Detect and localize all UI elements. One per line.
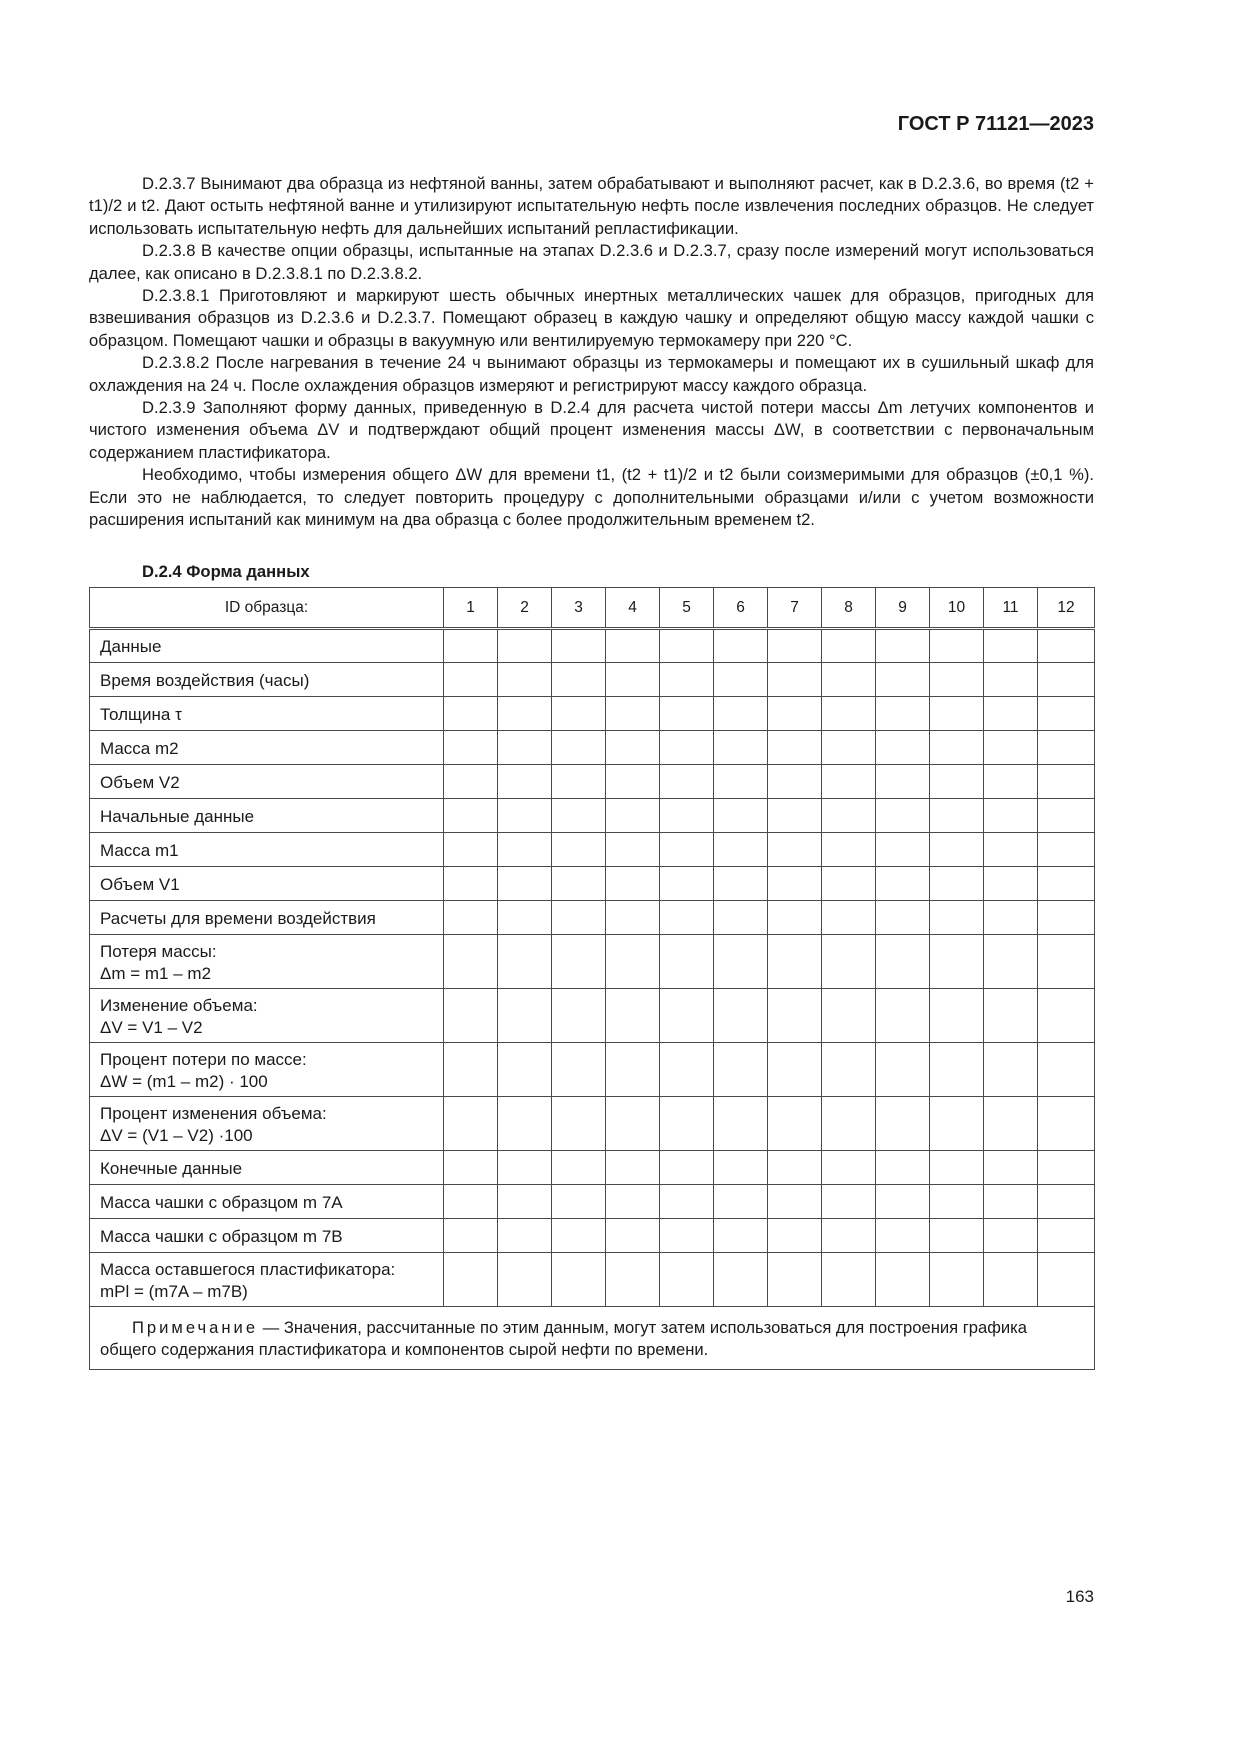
- data-cell[interactable]: [822, 1253, 876, 1307]
- data-cell[interactable]: [552, 697, 606, 731]
- row-label-cell: [90, 1097, 444, 1151]
- data-cell[interactable]: [498, 799, 552, 833]
- table-row: [90, 697, 1095, 731]
- data-cell[interactable]: [930, 1097, 984, 1151]
- data-cell[interactable]: [660, 1219, 714, 1253]
- data-cell[interactable]: [1038, 989, 1095, 1043]
- column-header: 8: [822, 588, 876, 629]
- row-label: Масса чашки с образцом m 7B: [100, 1226, 343, 1246]
- data-cell[interactable]: [444, 1219, 498, 1253]
- data-cell[interactable]: [768, 1219, 822, 1253]
- row-label-cell: [90, 1253, 444, 1307]
- data-cell[interactable]: [660, 1043, 714, 1097]
- paragraph: D.2.3.9 Заполняют форму данных, приведенную в D.2.4 для расчета чистой потери массы Δm летучих компонентов и чистого изменения объема ΔV и подтверждают общий процент изменения массы ΔW, в соответствии с первоначальным содержанием пластификатора.: [89, 398, 1094, 462]
- data-cell[interactable]: [1038, 867, 1095, 901]
- column-header: 12: [1038, 588, 1095, 629]
- data-cell[interactable]: [930, 989, 984, 1043]
- data-cell[interactable]: [444, 697, 498, 731]
- data-cell[interactable]: [660, 935, 714, 989]
- row-formula: ΔV = V1 – V2: [100, 1017, 203, 1037]
- data-cell[interactable]: [552, 731, 606, 765]
- data-cell[interactable]: [606, 663, 660, 697]
- data-cell[interactable]: [660, 765, 714, 799]
- data-cell[interactable]: [768, 1151, 822, 1185]
- data-cell[interactable]: [984, 1219, 1038, 1253]
- data-cell[interactable]: [768, 1043, 822, 1097]
- data-cell[interactable]: [498, 901, 552, 935]
- table-row: [90, 901, 1095, 935]
- data-cell[interactable]: [930, 1219, 984, 1253]
- data-cell[interactable]: [444, 1151, 498, 1185]
- data-cell[interactable]: [714, 1253, 768, 1307]
- data-cell[interactable]: [930, 731, 984, 765]
- data-cell[interactable]: [1038, 663, 1095, 697]
- data-cell[interactable]: [444, 1185, 498, 1219]
- data-cell[interactable]: [1038, 799, 1095, 833]
- data-cell[interactable]: [444, 1253, 498, 1307]
- data-cell[interactable]: [660, 1253, 714, 1307]
- data-cell[interactable]: [822, 731, 876, 765]
- data-cell[interactable]: [984, 1097, 1038, 1151]
- data-cell[interactable]: [444, 901, 498, 935]
- data-cell[interactable]: [822, 1043, 876, 1097]
- data-cell[interactable]: [768, 935, 822, 989]
- data-cell[interactable]: [768, 663, 822, 697]
- data-cell[interactable]: [714, 629, 768, 663]
- data-cell[interactable]: [498, 833, 552, 867]
- data-cell[interactable]: [660, 1097, 714, 1151]
- paragraph: D.2.3.8.2 После нагревания в течение 24 ч вынимают образцы из термокамеры и помещают их в сушильный шкаф для охлаждения на 24 ч. После охлаждения образцов измеряют и регистрируют массу каждого образца.: [89, 353, 1094, 395]
- data-cell[interactable]: [984, 1151, 1038, 1185]
- data-cell[interactable]: [714, 1219, 768, 1253]
- data-cell[interactable]: [714, 833, 768, 867]
- row-label: Время воздействия (часы): [100, 670, 310, 690]
- row-label: Масса m2: [100, 738, 179, 758]
- note-text: Значения, рассчитанные по этим данным, могут затем использоваться для построения графика общего содержания пластификатора и компонентов сырой нефти по времени.: [100, 1318, 1028, 1359]
- column-header: 2: [498, 588, 552, 629]
- data-cell[interactable]: [876, 989, 930, 1043]
- data-cell[interactable]: [444, 629, 498, 663]
- row-label-cell: [90, 765, 444, 799]
- data-cell[interactable]: [1038, 1097, 1095, 1151]
- data-cell[interactable]: [714, 765, 768, 799]
- table-row: [90, 731, 1095, 765]
- row-label-cell: [90, 901, 444, 935]
- data-cell[interactable]: [714, 901, 768, 935]
- data-cell[interactable]: [876, 697, 930, 731]
- row-formula: mPl = (m7A – m7B): [100, 1281, 248, 1301]
- data-cell[interactable]: [714, 1185, 768, 1219]
- row-label: Объем V1: [100, 874, 180, 894]
- row-formula: ΔV = (V1 – V2) ·100: [100, 1125, 253, 1145]
- column-header: 9: [876, 588, 930, 629]
- data-cell[interactable]: [876, 1185, 930, 1219]
- data-cell[interactable]: [552, 765, 606, 799]
- data-cell[interactable]: [876, 1219, 930, 1253]
- data-cell[interactable]: [552, 629, 606, 663]
- data-cell[interactable]: [1038, 901, 1095, 935]
- data-cell[interactable]: [876, 1043, 930, 1097]
- data-cell[interactable]: [552, 935, 606, 989]
- data-cell[interactable]: [768, 901, 822, 935]
- data-cell[interactable]: [876, 867, 930, 901]
- row-label-cell: [90, 1043, 444, 1097]
- data-cell[interactable]: [660, 799, 714, 833]
- data-cell[interactable]: [498, 935, 552, 989]
- data-cell[interactable]: [660, 867, 714, 901]
- data-cell[interactable]: [444, 867, 498, 901]
- data-cell[interactable]: [714, 867, 768, 901]
- data-cell[interactable]: [930, 935, 984, 989]
- data-cell[interactable]: [660, 663, 714, 697]
- column-header: 6: [714, 588, 768, 629]
- data-cell[interactable]: [984, 935, 1038, 989]
- data-cell[interactable]: [876, 663, 930, 697]
- data-cell[interactable]: [606, 867, 660, 901]
- row-label-cell: [90, 697, 444, 731]
- data-cell[interactable]: [876, 901, 930, 935]
- data-cell[interactable]: [1038, 629, 1095, 663]
- data-cell[interactable]: [444, 989, 498, 1043]
- table-row: [90, 765, 1095, 799]
- data-cell[interactable]: [606, 697, 660, 731]
- row-label-cell: [90, 1185, 444, 1219]
- data-cell[interactable]: [498, 867, 552, 901]
- row-label-cell: [90, 731, 444, 765]
- note-cell: [90, 1307, 1095, 1370]
- table-row: [90, 935, 1095, 989]
- row-label-cell: [90, 799, 444, 833]
- row-label-cell: [90, 1151, 444, 1185]
- table-row: [90, 989, 1095, 1043]
- data-cell[interactable]: [552, 1151, 606, 1185]
- data-cell[interactable]: [822, 1185, 876, 1219]
- data-cell[interactable]: [876, 833, 930, 867]
- row-label: Объем V2: [100, 772, 180, 792]
- data-cell[interactable]: [498, 731, 552, 765]
- data-cell[interactable]: [498, 1185, 552, 1219]
- data-cell[interactable]: [444, 935, 498, 989]
- data-cell[interactable]: [660, 989, 714, 1043]
- data-cell[interactable]: [660, 1185, 714, 1219]
- data-cell[interactable]: [1038, 1219, 1095, 1253]
- data-cell[interactable]: [930, 697, 984, 731]
- data-cell[interactable]: [876, 765, 930, 799]
- data-cell[interactable]: [768, 731, 822, 765]
- data-cell[interactable]: [444, 833, 498, 867]
- data-cell[interactable]: [606, 1097, 660, 1151]
- data-cell[interactable]: [660, 901, 714, 935]
- column-header: 7: [768, 588, 822, 629]
- data-cell[interactable]: [552, 663, 606, 697]
- row-label: Процент потери по массе:: [100, 1049, 307, 1069]
- data-cell[interactable]: [606, 989, 660, 1043]
- data-cell[interactable]: [552, 1219, 606, 1253]
- data-cell[interactable]: [498, 663, 552, 697]
- table-row: [90, 1097, 1095, 1151]
- data-cell[interactable]: [498, 697, 552, 731]
- data-cell[interactable]: [498, 765, 552, 799]
- data-cell[interactable]: [606, 901, 660, 935]
- data-cell[interactable]: [984, 1185, 1038, 1219]
- document-code: ГОСТ Р 71121—2023: [897, 113, 1094, 135]
- data-cell[interactable]: [876, 1097, 930, 1151]
- data-cell[interactable]: [1038, 833, 1095, 867]
- row-label: Конечные данные: [100, 1158, 243, 1178]
- data-cell[interactable]: [930, 901, 984, 935]
- data-cell[interactable]: [606, 1043, 660, 1097]
- data-cell[interactable]: [660, 833, 714, 867]
- table-row: [90, 629, 1095, 663]
- data-cell[interactable]: [1038, 1043, 1095, 1097]
- data-cell[interactable]: [822, 1097, 876, 1151]
- table-row: [90, 1219, 1095, 1253]
- data-cell[interactable]: [714, 663, 768, 697]
- row-label: Изменение объема:: [100, 995, 258, 1015]
- data-cell[interactable]: [984, 629, 1038, 663]
- data-cell[interactable]: [984, 663, 1038, 697]
- column-header: 10: [930, 588, 984, 629]
- table-body: [90, 629, 1095, 1307]
- data-form-table: [89, 587, 1095, 1370]
- data-cell[interactable]: [444, 663, 498, 697]
- data-cell[interactable]: [606, 629, 660, 663]
- row-label: Начальные данные: [100, 806, 255, 826]
- data-cell[interactable]: [606, 731, 660, 765]
- data-cell[interactable]: [822, 629, 876, 663]
- data-cell[interactable]: [876, 731, 930, 765]
- data-cell[interactable]: [822, 901, 876, 935]
- data-cell[interactable]: [552, 901, 606, 935]
- data-cell[interactable]: [768, 1185, 822, 1219]
- data-cell[interactable]: [984, 989, 1038, 1043]
- data-cell[interactable]: [822, 1151, 876, 1185]
- data-cell[interactable]: [930, 1151, 984, 1185]
- data-cell[interactable]: [552, 1097, 606, 1151]
- data-cell[interactable]: [768, 697, 822, 731]
- data-cell[interactable]: [822, 989, 876, 1043]
- data-cell[interactable]: [1038, 1185, 1095, 1219]
- row-label-cell: [90, 833, 444, 867]
- data-cell[interactable]: [1038, 697, 1095, 731]
- data-cell[interactable]: [1038, 1151, 1095, 1185]
- row-label: Толщина τ: [100, 704, 182, 724]
- data-cell[interactable]: [768, 1253, 822, 1307]
- data-cell[interactable]: [930, 663, 984, 697]
- paragraph: D.2.3.8.1 Приготовляют и маркируют шесть обычных инертных металлических чашек для образцов, пригодных для взвешивания образцов из D.2.3.6 и D.2.3.7. Помещают образец в каждую чашку и определяют общую массу каждой чашки с образцом. Помещают чашки и образцы в вакуумную или вентилируемую термокамеру при 220 °C.: [89, 286, 1094, 350]
- table-header-row: [90, 588, 1095, 629]
- data-cell[interactable]: [606, 1253, 660, 1307]
- data-cell[interactable]: [822, 867, 876, 901]
- data-cell[interactable]: [822, 799, 876, 833]
- data-cell[interactable]: [552, 989, 606, 1043]
- data-cell[interactable]: [498, 1043, 552, 1097]
- section-title: D.2.4 Форма данных: [142, 562, 310, 581]
- data-cell[interactable]: [660, 697, 714, 731]
- column-header: 1: [444, 588, 498, 629]
- data-cell[interactable]: [930, 833, 984, 867]
- data-cell[interactable]: [552, 799, 606, 833]
- data-cell[interactable]: [822, 663, 876, 697]
- data-cell[interactable]: [984, 901, 1038, 935]
- note-dash: —: [262, 1318, 280, 1337]
- paragraph: Необходимо, чтобы измерения общего ΔW для времени t1, (t2 + t1)/2 и t2 были соизмеримыми для образцов (±0,1 %). Если это не наблюдается, то следует повторить процедуру с дополнительными образцами и/или с учетом возможности расширения испытаний как минимум на два образца с более продолжительным временем t2.: [89, 465, 1094, 530]
- column-header: 5: [660, 588, 714, 629]
- row-label: Расчеты для времени воздействия: [100, 908, 376, 928]
- data-cell[interactable]: [660, 629, 714, 663]
- row-label-cell: [90, 935, 444, 989]
- page-number: 163: [1065, 1587, 1094, 1606]
- table-row: [90, 867, 1095, 901]
- data-cell[interactable]: [984, 697, 1038, 731]
- data-cell[interactable]: [822, 1219, 876, 1253]
- data-cell[interactable]: [606, 765, 660, 799]
- paragraph: D.2.3.7 Вынимают два образца из нефтяной ванны, затем обрабатывают и выполняют расчет, как в D.2.3.6, во время (t2 + t1)/2 и t2. Дают остыть нефтяной ванне и утилизируют испытательную нефть после извлечения последних образцов. Не следует использовать испытательную нефть для дальнейших испытаний репластификации.: [89, 174, 1094, 238]
- data-cell[interactable]: [714, 1151, 768, 1185]
- data-cell[interactable]: [930, 765, 984, 799]
- data-cell[interactable]: [714, 989, 768, 1043]
- data-cell[interactable]: [984, 799, 1038, 833]
- table-row: [90, 663, 1095, 697]
- row-formula: ΔW = (m1 – m2) · 100: [100, 1071, 268, 1091]
- data-cell[interactable]: [1038, 765, 1095, 799]
- data-cell[interactable]: [876, 629, 930, 663]
- data-cell[interactable]: [498, 989, 552, 1043]
- data-cell[interactable]: [714, 935, 768, 989]
- data-cell[interactable]: [984, 765, 1038, 799]
- data-cell[interactable]: [444, 1097, 498, 1151]
- data-cell[interactable]: [606, 1219, 660, 1253]
- data-cell[interactable]: [822, 935, 876, 989]
- data-cell[interactable]: [606, 935, 660, 989]
- data-cell[interactable]: [930, 629, 984, 663]
- data-cell[interactable]: [1038, 935, 1095, 989]
- table-row: [90, 799, 1095, 833]
- data-cell[interactable]: [444, 1043, 498, 1097]
- data-cell[interactable]: [984, 867, 1038, 901]
- id-header-cell: ID образца:: [90, 588, 444, 629]
- row-label: Процент изменения объема:: [100, 1103, 327, 1123]
- data-cell[interactable]: [660, 1151, 714, 1185]
- data-cell[interactable]: [930, 1185, 984, 1219]
- data-cell[interactable]: [984, 833, 1038, 867]
- note-label: Примечание: [132, 1318, 259, 1337]
- data-cell[interactable]: [606, 833, 660, 867]
- data-cell[interactable]: [552, 1043, 606, 1097]
- data-cell[interactable]: [876, 799, 930, 833]
- table-row: [90, 1043, 1095, 1097]
- table-row: [90, 1185, 1095, 1219]
- column-header: 4: [606, 588, 660, 629]
- column-header: 3: [552, 588, 606, 629]
- data-cell[interactable]: [876, 1151, 930, 1185]
- data-cell[interactable]: [552, 1253, 606, 1307]
- data-cell[interactable]: [984, 731, 1038, 765]
- data-cell[interactable]: [714, 731, 768, 765]
- data-cell[interactable]: [768, 1097, 822, 1151]
- data-cell[interactable]: [606, 1185, 660, 1219]
- data-cell[interactable]: [714, 697, 768, 731]
- data-cell[interactable]: [768, 629, 822, 663]
- data-cell[interactable]: [498, 1151, 552, 1185]
- data-cell[interactable]: [444, 731, 498, 765]
- data-cell[interactable]: [768, 799, 822, 833]
- row-label: Данные: [100, 637, 162, 656]
- row-label-cell: [90, 989, 444, 1043]
- data-cell[interactable]: [768, 867, 822, 901]
- column-header: 11: [984, 588, 1038, 629]
- data-cell[interactable]: [930, 799, 984, 833]
- row-label: Масса m1: [100, 840, 179, 860]
- data-cell[interactable]: [444, 765, 498, 799]
- data-cell[interactable]: [822, 697, 876, 731]
- paragraph: D.2.3.8 В качестве опции образцы, испытанные на этапах D.2.3.6 и D.2.3.7, сразу после измерений могут использоваться далее, как описано в D.2.3.8.1 по D.2.3.8.2.: [89, 241, 1094, 283]
- table-row: [90, 833, 1095, 867]
- data-cell[interactable]: [498, 1219, 552, 1253]
- data-cell[interactable]: [822, 765, 876, 799]
- table-row: [90, 1253, 1095, 1307]
- data-cell[interactable]: [552, 833, 606, 867]
- row-label: Масса чашки с образцом m 7A: [100, 1192, 343, 1212]
- data-cell[interactable]: [498, 629, 552, 663]
- data-cell[interactable]: [660, 731, 714, 765]
- table-row: [90, 1151, 1095, 1185]
- data-cell[interactable]: [714, 1097, 768, 1151]
- data-cell[interactable]: [768, 765, 822, 799]
- data-cell[interactable]: [1038, 1253, 1095, 1307]
- data-cell[interactable]: [822, 833, 876, 867]
- data-cell[interactable]: [714, 1043, 768, 1097]
- data-cell[interactable]: [606, 799, 660, 833]
- data-cell[interactable]: [876, 1253, 930, 1307]
- row-label: Масса оставшегося пластификатора:: [100, 1259, 396, 1279]
- row-label-cell: [90, 629, 444, 663]
- data-cell[interactable]: [1038, 731, 1095, 765]
- row-formula: Δm = m1 – m2: [100, 963, 212, 983]
- data-cell[interactable]: [768, 833, 822, 867]
- row-label-cell: [90, 663, 444, 697]
- note-row: [90, 1307, 1095, 1370]
- row-label-cell: [90, 1219, 444, 1253]
- data-cell[interactable]: [498, 1097, 552, 1151]
- data-cell[interactable]: [498, 1253, 552, 1307]
- row-label-cell: [90, 867, 444, 901]
- data-cell[interactable]: [552, 1185, 606, 1219]
- data-cell[interactable]: [984, 1043, 1038, 1097]
- data-cell[interactable]: [552, 867, 606, 901]
- data-cell[interactable]: [930, 1043, 984, 1097]
- data-cell[interactable]: [606, 1151, 660, 1185]
- data-cell[interactable]: [930, 1253, 984, 1307]
- data-cell[interactable]: [768, 989, 822, 1043]
- data-cell[interactable]: [984, 1253, 1038, 1307]
- row-label: Потеря массы:: [100, 941, 217, 961]
- data-cell[interactable]: [876, 935, 930, 989]
- data-cell[interactable]: [444, 799, 498, 833]
- body-text: [89, 173, 1094, 532]
- data-cell[interactable]: [930, 867, 984, 901]
- data-cell[interactable]: [714, 799, 768, 833]
